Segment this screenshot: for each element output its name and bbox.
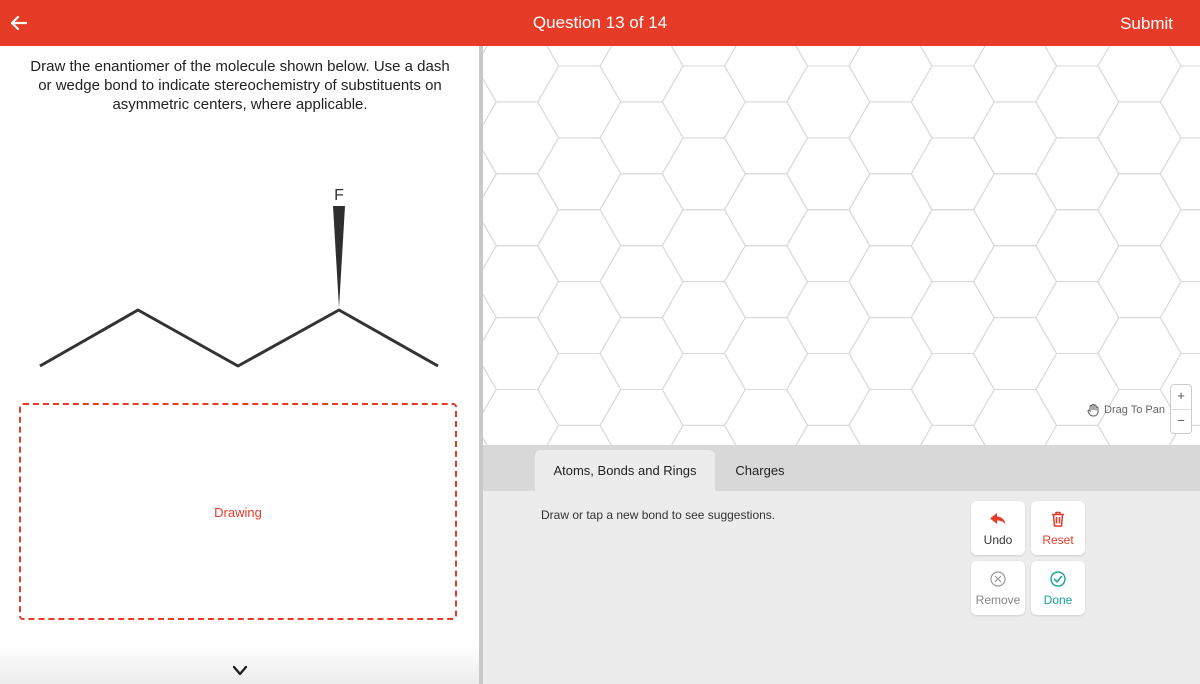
- grid-hexagon: [1098, 390, 1181, 446]
- grid-hexagon: [849, 102, 932, 174]
- grid-hexagon: [483, 210, 496, 282]
- grid-hexagon: [911, 354, 994, 426]
- tool-tabs: [483, 445, 1200, 491]
- grid-hexagon: [483, 102, 559, 174]
- grid-hexagon: [1098, 318, 1181, 390]
- grid-hexagon: [1160, 138, 1200, 210]
- grid-hexagon: [1036, 138, 1119, 210]
- grid-hexagon: [483, 46, 559, 102]
- fluorine-atom-label: F: [334, 187, 344, 204]
- tools-panel: [483, 445, 1200, 684]
- hexagon-grid: [483, 46, 1200, 445]
- grid-hexagon: [911, 210, 994, 282]
- undo-label: Undo: [983, 533, 1013, 547]
- grid-hexagon: [911, 282, 994, 354]
- grid-hexagon: [1036, 282, 1119, 354]
- grid-hexagon: [787, 66, 870, 138]
- grid-hexagon: [662, 138, 745, 210]
- grid-hexagon: [1036, 425, 1119, 445]
- carbon-chain: [40, 310, 438, 366]
- grid-hexagon: [538, 354, 621, 426]
- grid-hexagon: [1036, 46, 1119, 66]
- submit-button[interactable]: Submit: [1120, 14, 1173, 33]
- grid-hexagon: [662, 46, 745, 66]
- grid-hexagon: [849, 390, 932, 446]
- grid-hexagon: [600, 246, 683, 318]
- reset-label: Reset: [1042, 533, 1074, 547]
- grid-hexagon: [725, 246, 808, 318]
- grid-hexagon: [787, 425, 870, 445]
- grid-hexagon: [662, 425, 745, 445]
- grid-hexagon: [849, 46, 932, 102]
- undo-icon: [989, 510, 1007, 528]
- chevron-down-icon[interactable]: [231, 664, 249, 678]
- grid-hexagon: [725, 102, 808, 174]
- tab-atoms-bonds-rings[interactable]: Atoms, Bonds and Rings: [535, 450, 715, 491]
- grid-hexagon: [725, 46, 808, 102]
- remove-button[interactable]: [971, 561, 1025, 615]
- grid-hexagon: [974, 390, 1057, 446]
- hand-icon: [1086, 403, 1100, 417]
- grid-hexagon: [725, 390, 808, 446]
- grid-hexagon: [483, 390, 559, 446]
- grid-hexagon: [974, 246, 1057, 318]
- check-circle-icon: [1049, 570, 1067, 588]
- undo-button[interactable]: [971, 501, 1025, 555]
- top-bar: [0, 0, 1200, 46]
- grid-hexagon: [600, 318, 683, 390]
- grid-hexagon: [1160, 46, 1200, 66]
- grid-hexagon: [911, 138, 994, 210]
- drag-to-pan-label: Drag To Pan: [1104, 404, 1165, 416]
- grid-hexagon: [849, 246, 932, 318]
- remove-circle-x-icon: [989, 570, 1007, 588]
- grid-hexagon: [787, 138, 870, 210]
- drawing-label: Drawing: [214, 505, 262, 520]
- grid-hexagon: [911, 46, 994, 66]
- grid-hexagon: [849, 174, 932, 246]
- done-button[interactable]: [1031, 561, 1085, 615]
- grid-hexagon: [600, 390, 683, 446]
- grid-hexagon: [600, 174, 683, 246]
- grid-hexagon: [600, 102, 683, 174]
- grid-hexagon: [974, 102, 1057, 174]
- grid-hexagon: [974, 174, 1057, 246]
- grid-hexagon: [662, 210, 745, 282]
- grid-hexagon: [538, 66, 621, 138]
- grid-hexagon: [911, 66, 994, 138]
- grid-hexagon: [974, 318, 1057, 390]
- grid-hexagon: [725, 318, 808, 390]
- question-panel: [0, 46, 479, 684]
- grid-hexagon: [538, 138, 621, 210]
- grid-hexagon: [1036, 210, 1119, 282]
- grid-hexagon: [538, 46, 621, 66]
- grid-hexagon: [662, 66, 745, 138]
- grid-hexagon: [1036, 66, 1119, 138]
- drawing-canvas[interactable]: [483, 46, 1200, 445]
- grid-hexagon: [538, 425, 621, 445]
- grid-hexagon: [1098, 102, 1181, 174]
- grid-hexagon: [483, 282, 496, 354]
- grid-hexagon: [1160, 282, 1200, 354]
- zoom-out-button[interactable]: −: [1177, 413, 1185, 428]
- grid-hexagon: [662, 354, 745, 426]
- zoom-control: [1170, 384, 1192, 434]
- grid-hexagon: [1098, 246, 1181, 318]
- grid-hexagon: [787, 282, 870, 354]
- drag-to-pan-hint: [1086, 403, 1165, 417]
- grid-hexagon: [849, 318, 932, 390]
- grid-hexagon: [1160, 66, 1200, 138]
- wedge-bond: [333, 206, 345, 308]
- molecule-structure: [0, 46, 479, 386]
- grid-hexagon: [483, 318, 559, 390]
- reset-button[interactable]: [1031, 501, 1085, 555]
- remove-label: Remove: [975, 593, 1021, 607]
- grid-hexagon: [662, 282, 745, 354]
- done-label: Done: [1043, 593, 1073, 607]
- grid-hexagon: [1160, 210, 1200, 282]
- grid-hexagon: [538, 210, 621, 282]
- grid-hexagon: [600, 46, 683, 102]
- grid-hexagon: [538, 282, 621, 354]
- grid-hexagon: [974, 46, 1057, 102]
- tab-charges[interactable]: Charges: [735, 463, 785, 478]
- drawing-preview-box: [19, 403, 457, 620]
- grid-hexagon: [787, 354, 870, 426]
- question-counter: Question 13 of 14: [532, 13, 668, 32]
- grid-hexagon: [787, 46, 870, 66]
- grid-hexagon: [787, 210, 870, 282]
- zoom-in-button[interactable]: +: [1171, 385, 1191, 410]
- grid-hexagon: [1098, 46, 1181, 102]
- grid-hexagon: [1098, 174, 1181, 246]
- trash-icon: [1049, 510, 1067, 528]
- grid-hexagon: [911, 425, 994, 445]
- grid-hexagon: [483, 66, 496, 138]
- grid-hexagon: [483, 174, 559, 246]
- grid-hexagon: [483, 354, 496, 426]
- question-prompt: Draw the enantiomer of the molecule shown below. Use a dash or wedge bond to indicate stereochemistry of substituents on asymmetric centers, where applicable.: [30, 58, 450, 113]
- suggestion-hint: Draw or tap a new bond to see suggestions.: [541, 508, 776, 522]
- grid-hexagon: [483, 246, 559, 318]
- grid-hexagon: [483, 138, 496, 210]
- grid-hexagon: [725, 174, 808, 246]
